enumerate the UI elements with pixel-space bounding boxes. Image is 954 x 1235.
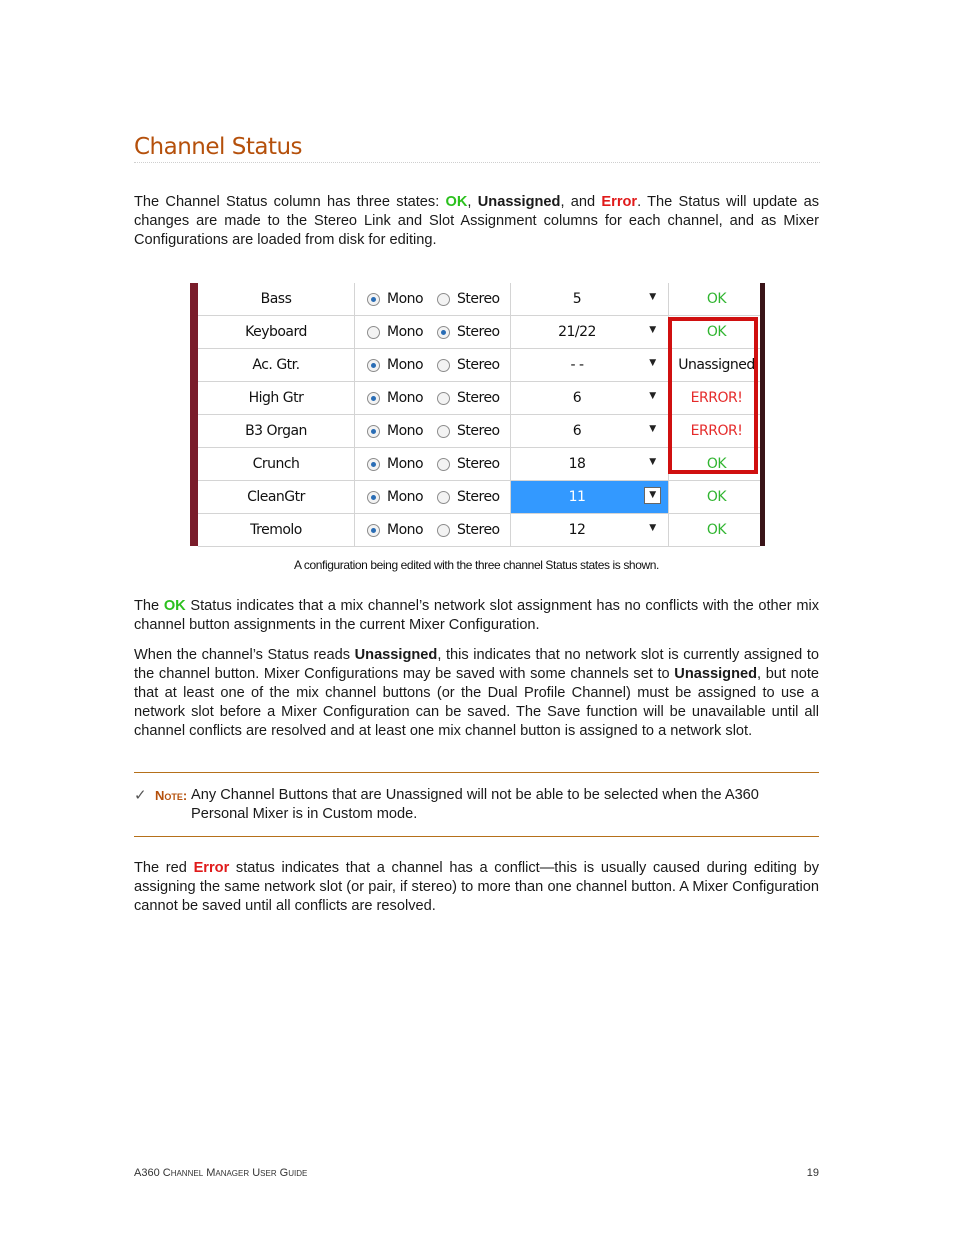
stereo-label: Stereo [457, 423, 500, 439]
mono-label: Mono [387, 456, 424, 472]
dropdown-arrow-icon[interactable]: ▼ [644, 487, 661, 504]
intro-ok-term: OK [445, 194, 468, 210]
stereo-radio[interactable] [437, 326, 450, 339]
channel-name: Ac. Gtr. [198, 349, 355, 381]
footer-title: A360 Channel Manager User Guide [134, 1167, 308, 1179]
status-cell: OK [706, 522, 727, 538]
slot-value: 12 [568, 522, 586, 538]
stereo-option[interactable] [437, 391, 500, 405]
mono-option[interactable] [367, 457, 423, 471]
stereo-radio[interactable] [437, 359, 450, 372]
error-para-text-2: status indicates that a channel has a conflict—this is usually caused during editing by assigning the same network slot (or pair, if stereo) to more than one channel button. A Mixer Configuration cannot be saved until all conflicts are resolved. [134, 860, 819, 914]
note-top-rule [134, 772, 819, 773]
status-cell: OK [706, 456, 727, 472]
dropdown-arrow-icon[interactable]: ▼ [649, 424, 656, 434]
unassigned-para-text-3: , but note that at least one of the mix channel buttons (or the Dual Profile Channel) must be assigned to use a network slot before a Mixer Configuration can be saved. The Save function will be unavailable until all channel conflicts are resolved and at least one mix channel button is assigned to a network slot. [134, 666, 819, 739]
table-row[interactable] [198, 382, 760, 415]
mono-radio[interactable] [367, 392, 380, 405]
slot-value: 6 [572, 390, 582, 406]
unassigned-para-text-1: When the channel’s Status reads [134, 647, 355, 663]
table-row[interactable] [198, 316, 760, 349]
channel-name: Keyboard [198, 316, 355, 348]
slot-value: 5 [572, 291, 582, 307]
mono-radio[interactable] [367, 524, 380, 537]
channel-name: Tremolo [198, 514, 355, 546]
stereo-option[interactable] [437, 523, 500, 537]
status-cell: ERROR! [690, 390, 743, 406]
unassigned-para-term-2: Unassigned [674, 666, 758, 682]
intro-text-1: The Channel Status column has three states: [134, 194, 446, 210]
status-cell: ERROR! [690, 423, 743, 439]
ok-paragraph [134, 597, 819, 635]
ok-para-term: OK [163, 598, 186, 614]
mono-option[interactable] [367, 424, 423, 438]
note-label: Note: [155, 788, 188, 803]
stereo-link-cell [355, 481, 511, 513]
unassigned-paragraph [134, 646, 819, 741]
stereo-label: Stereo [457, 324, 500, 340]
stereo-option[interactable] [437, 457, 500, 471]
mono-label: Mono [387, 291, 424, 307]
figure-caption: A configuration being edited with the three channel Status states is shown. [294, 558, 659, 572]
slot-assignment-select[interactable] [511, 514, 669, 546]
unassigned-para-text-2: , this indicates that no network slot is currently assigned to the channel button. Mixer Configurations may be saved with some channels set to [134, 647, 819, 682]
note-text: Any Channel Buttons that are Unassigned will not be able to be selected when the A360 Personal Mixer is in Custom mode. [191, 787, 759, 822]
dropdown-arrow-icon[interactable]: ▼ [649, 358, 656, 368]
status-cell: OK [706, 324, 727, 340]
mono-radio[interactable] [367, 491, 380, 504]
stereo-link-cell [355, 448, 511, 480]
slot-value: - - [570, 357, 584, 373]
intro-text-3: , and [560, 194, 602, 210]
slot-assignment-select[interactable] [511, 481, 669, 513]
stereo-label: Stereo [457, 357, 500, 373]
stereo-link-cell [355, 382, 511, 414]
stereo-radio[interactable] [437, 392, 450, 405]
note-bottom-rule [134, 836, 819, 837]
mono-option[interactable] [367, 490, 423, 504]
mono-option[interactable] [367, 292, 423, 306]
stereo-link-cell [355, 415, 511, 447]
slot-value: 6 [572, 423, 582, 439]
dropdown-arrow-icon[interactable]: ▼ [649, 391, 656, 401]
stereo-radio[interactable] [437, 293, 450, 306]
stereo-option[interactable] [437, 325, 500, 339]
table-row[interactable] [198, 415, 760, 448]
right-edge-bar [760, 283, 765, 546]
dropdown-arrow-icon[interactable]: ▼ [649, 457, 656, 467]
stereo-option[interactable] [437, 424, 500, 438]
table-row[interactable] [198, 514, 760, 547]
slot-assignment-select[interactable] [511, 448, 669, 480]
channel-status-screenshot [190, 283, 765, 546]
mono-label: Mono [387, 390, 424, 406]
slot-assignment-select[interactable] [511, 316, 669, 348]
page-footer [134, 1167, 819, 1179]
intro-error-term: Error [601, 194, 638, 210]
mono-option[interactable] [367, 391, 423, 405]
channel-name: CleanGtr [198, 481, 355, 513]
slot-value: 18 [568, 456, 586, 472]
mono-radio[interactable] [367, 359, 380, 372]
stereo-label: Stereo [457, 456, 500, 472]
status-cell: Unassigned [678, 357, 755, 373]
stereo-link-cell [355, 514, 511, 546]
intro-text-2: , [467, 194, 478, 210]
dropdown-arrow-icon[interactable]: ▼ [649, 523, 656, 533]
row-color-bar [190, 283, 198, 546]
slot-assignment-select[interactable] [511, 382, 669, 414]
mono-radio[interactable] [367, 293, 380, 306]
channel-name: Bass [198, 283, 355, 315]
mono-option[interactable] [367, 358, 423, 372]
mono-radio[interactable] [367, 458, 380, 471]
slot-assignment-select[interactable] [511, 349, 669, 381]
stereo-label: Stereo [457, 522, 500, 538]
status-cell: OK [706, 291, 727, 307]
table-row[interactable] [198, 349, 760, 382]
mono-radio[interactable] [367, 326, 380, 339]
status-cell: OK [706, 489, 727, 505]
channel-name: B3 Organ [198, 415, 355, 447]
stereo-label: Stereo [457, 390, 500, 406]
table-row[interactable] [198, 448, 760, 481]
error-para-term: Error [193, 860, 230, 876]
error-para-text-1: The red [134, 860, 194, 876]
mono-option[interactable] [367, 523, 423, 537]
unassigned-para-term-1: Unassigned [354, 647, 438, 663]
error-paragraph [134, 859, 819, 916]
stereo-option[interactable] [437, 292, 500, 306]
mono-label: Mono [387, 522, 424, 538]
stereo-radio[interactable] [437, 458, 450, 471]
stereo-radio[interactable] [437, 524, 450, 537]
intro-text-4: . The Status will update as changes are made to the Stereo Link and Slot Assignment columns for each channel, and as Mixer Configurations are loaded from disk for editing. [134, 194, 820, 248]
slot-value: 11 [568, 489, 586, 505]
table-row[interactable] [198, 481, 760, 514]
stereo-radio[interactable] [437, 491, 450, 504]
ok-para-text-1: The [134, 598, 164, 614]
mono-radio[interactable] [367, 425, 380, 438]
stereo-radio[interactable] [437, 425, 450, 438]
intro-paragraph [134, 193, 819, 250]
ok-para-text-2: Status indicates that a mix channel’s network slot assignment has no conflicts with the other mix channel button assignments in the current Mixer Configuration. [134, 598, 820, 633]
stereo-option[interactable] [437, 358, 500, 372]
channel-name: Crunch [198, 448, 355, 480]
stereo-link-cell [355, 349, 511, 381]
slot-assignment-select[interactable] [511, 283, 669, 315]
dropdown-arrow-icon[interactable]: ▼ [649, 325, 656, 335]
page-number: 19 [806, 1167, 819, 1179]
mono-label: Mono [387, 489, 424, 505]
stereo-option[interactable] [437, 490, 500, 504]
table-row[interactable] [198, 283, 760, 316]
stereo-link-cell [355, 283, 511, 315]
mono-label: Mono [387, 357, 424, 373]
stereo-label: Stereo [457, 489, 500, 505]
slot-assignment-select[interactable] [511, 415, 669, 447]
stereo-label: Stereo [457, 291, 500, 307]
check-icon: ✓ [134, 786, 147, 804]
intro-unassigned-term: Unassigned [477, 194, 561, 210]
channel-name: High Gtr [198, 382, 355, 414]
mono-label: Mono [387, 324, 424, 340]
mono-option[interactable] [367, 325, 423, 339]
section-heading: Channel Status [134, 134, 820, 163]
slot-value: 21/22 [558, 324, 596, 340]
mono-label: Mono [387, 423, 424, 439]
stereo-link-cell [355, 316, 511, 348]
dropdown-arrow-icon[interactable]: ▼ [649, 292, 656, 302]
